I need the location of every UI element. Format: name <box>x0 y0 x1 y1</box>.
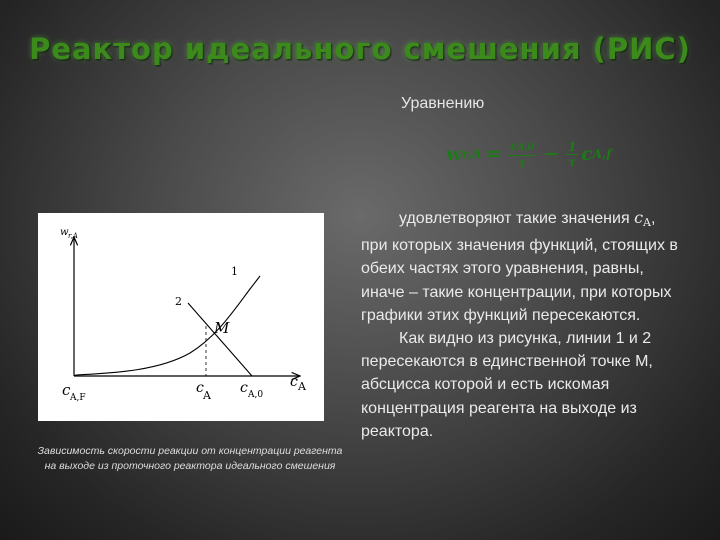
explanation-text <box>361 206 683 443</box>
tick-right-label: c <box>240 380 248 396</box>
point-m-label: M <box>214 319 230 337</box>
formula-fraction-2 <box>566 140 578 169</box>
intro-text: Уравнению <box>401 95 485 112</box>
fraction-1-denominator: τ <box>518 155 527 170</box>
fraction-2-numerator: 1 <box>567 139 577 154</box>
paragraph-1-rest: , при которых значения функций, стоящих в обеих частях этого уравнения, равны, иначе – такие концентрации, при которых графики этих функций пересекаются. <box>361 210 678 324</box>
y-axis-label-subscript: r,A <box>68 232 78 240</box>
formula-fraction-1 <box>508 139 536 170</box>
tick-mid-label: c <box>196 380 204 396</box>
formula-tail-subscript: A,f <box>592 147 612 161</box>
y-axis-label: w <box>60 227 69 238</box>
formula-lhs: w <box>446 143 463 165</box>
fraction-2-denominator: τ <box>567 154 577 169</box>
paragraph-1 <box>361 206 683 327</box>
tick-right-subscript: A,0 <box>248 390 264 400</box>
formula-equals: = <box>485 143 502 165</box>
formula-minus: − <box>542 143 559 165</box>
line-2 <box>188 303 252 376</box>
x-axis-label-subscript: A <box>298 380 306 393</box>
paragraph-1-lead: удовлетворяют такие значения <box>399 210 635 227</box>
line-1-label: 1 <box>231 265 238 278</box>
line-2-label: 2 <box>175 295 182 308</box>
paragraph-1-variable: c <box>634 208 644 227</box>
x-axis-label: c <box>290 374 298 390</box>
fraction-1-numerator-subscript: A,0 <box>517 142 534 153</box>
paragraph-1-variable-subscript: A <box>643 216 651 229</box>
paragraph-2: Как видно из рисунка, линии 1 и 2 пересекаются в единственной точке M, абсцисса которой и есть искомая концентрация реагента на выходе из реактора. <box>361 330 653 440</box>
fraction-1-numerator: c <box>510 138 518 153</box>
line-1-curve <box>74 276 260 376</box>
rate-equation <box>446 132 611 176</box>
tick-mid-subscript: A <box>203 389 211 402</box>
rate-concentration-figure <box>38 213 324 421</box>
formula-lhs-subscript: r,A <box>462 147 482 161</box>
figure-caption: Зависимость скорости реакции от концентрации реагента на выходе из проточного реактора идеального смешения <box>37 445 343 472</box>
tick-left-label: c <box>62 381 71 399</box>
formula-tail: c <box>581 143 593 165</box>
tick-left-subscript: A,F <box>70 393 86 403</box>
slide-title: Реактор идеального смешения (РИС) <box>29 32 691 66</box>
